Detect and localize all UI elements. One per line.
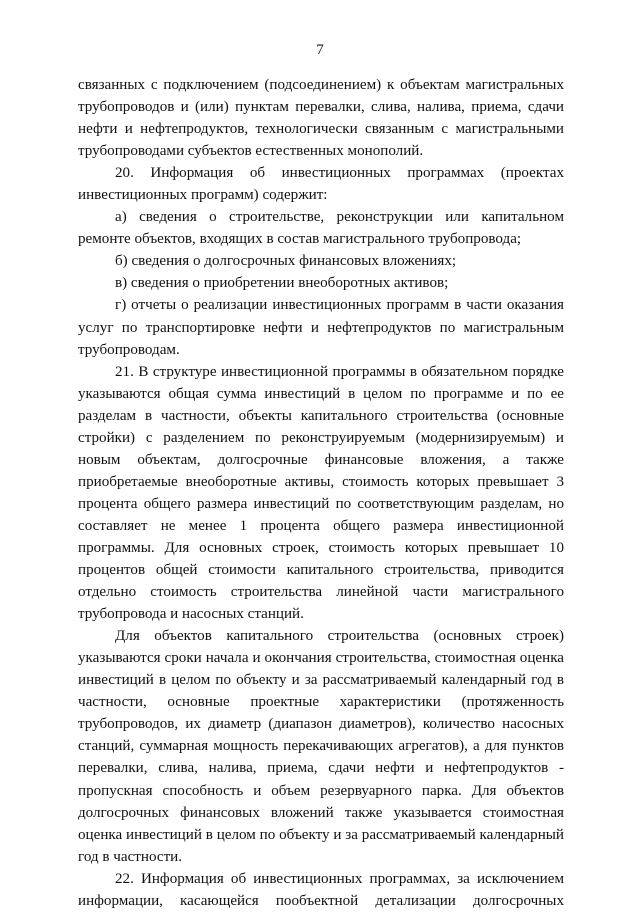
page-number: 7: [316, 42, 324, 58]
paragraph-subitem-g: г) отчеты о реализации инвестиционных программ в части оказания услуг по транспортировке нефти и нефтепродуктов по магистральным трубопроводам.: [78, 297, 564, 358]
paragraph-subitem-b: б) сведения о долгосрочных финансовых вложениях;: [115, 253, 457, 270]
paragraph-subitem-v: в) сведения о приобретении внеоборотных активов;: [115, 275, 449, 292]
paragraph-capital-construction: Для объектов капитального строительства (основных строек) указываются сроки начала и окончания строительства, стоимостная оценка инвестиций в целом по объекту и за рассматриваемый календарный год в частности, основные проектные характеристики (протяженность трубопроводов, их диаметр (диапазон диаметров), количество насосных станций, суммарная мощность перекачивающих агрегатов), а для пунктов перевалки, слива, налива, приема, сдачи нефти и нефтепродуктов - пропускная способность и объем резервуарного парка. Для объектов долгосрочных финансовых вложений также указывается стоимостная оценка инвестиций в целом по объекту и за рассматриваемый календарный год в частности.: [78, 628, 564, 865]
paragraph-item-20: 20. Информация об инвестиционных программах (проектах инвестиционных программ) содержит:: [78, 165, 564, 204]
paragraph-item-21: 21. В структуре инвестиционной программы в обязательном порядке указываются общая сумма инвестиций в целом по программе и по ее разделам в частности, объекты капитального строительства (основные стройки) с разделением по реконструируемым (модернизируемым) и новым объектам, долгосрочные финансовые вложения, а также приобретаемые внеоборотные активы, стоимость которых превышает 3 процента общего размера инвестиций по соответствующим разделам, но составляет не менее 1 процента общего размера инвестиционной программы. Для основных строек, стоимость которых превышает 10 процентов общей стоимости капитального строительства, приводится отдельно стоимость строительства линейной части магистрального трубопровода и насосных станций.: [78, 363, 564, 623]
paragraph-subitem-a: а) сведения о строительстве, реконструкции или капитальном ремонте объектов, входящих в состав магистрального трубопровода;: [78, 209, 564, 248]
paragraph-item-22: 22. Информация об инвестиционных программах, за исключением информации, касающейся пообъектной детализации долгосрочных: [78, 870, 564, 909]
document-body: [78, 74, 564, 912]
paragraph-continuation: связанных с подключением (подсоединением) к объектам магистральных трубопроводов и (или) пунктам перевалки, слива, налива, приема, сдачи нефти и нефтепродуктов, технологически связанным с магистральными трубопроводами субъектов естественных монополий.: [78, 77, 564, 160]
